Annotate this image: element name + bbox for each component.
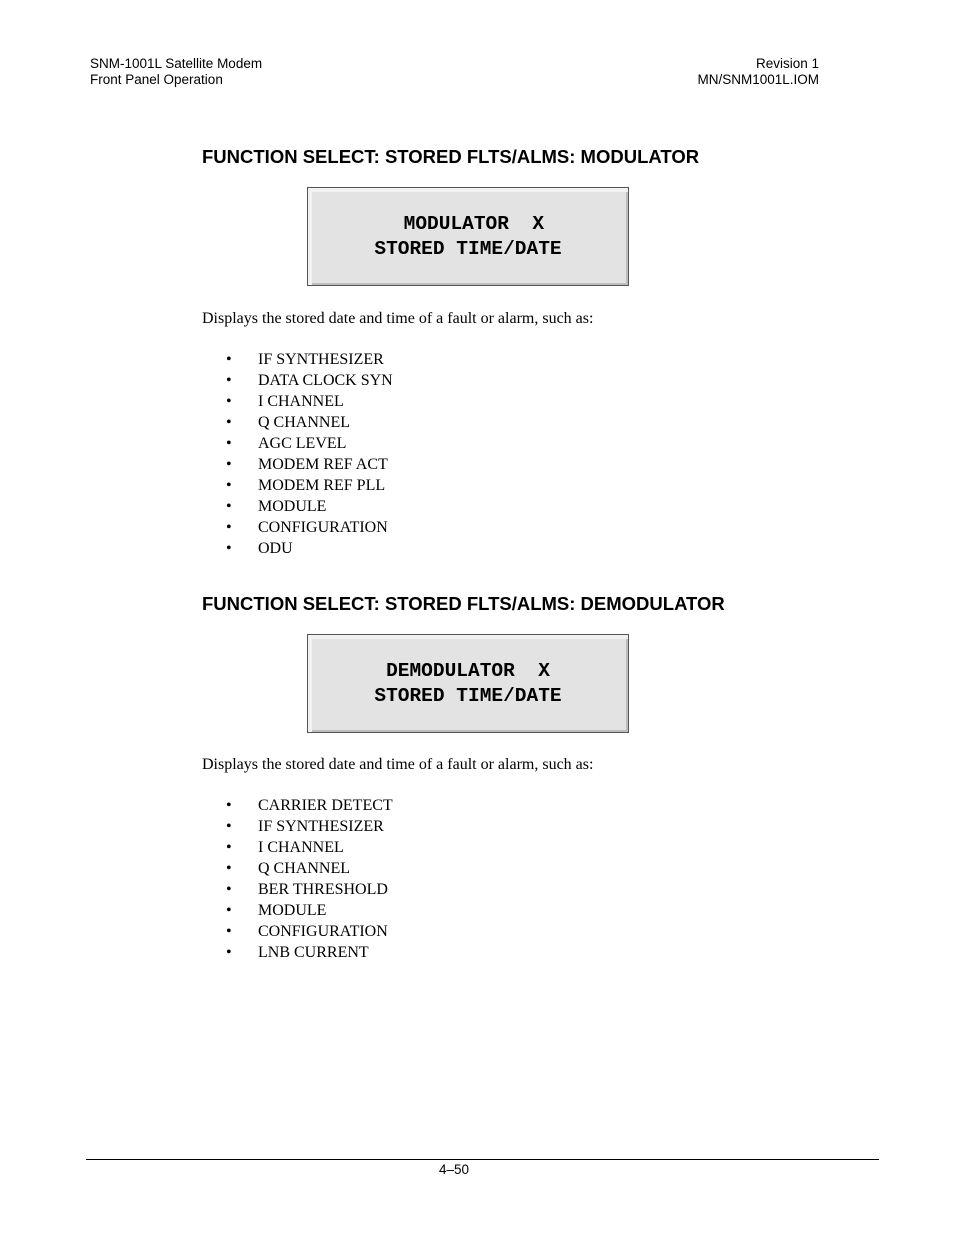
list-item-text: DATA CLOCK SYN [258, 372, 393, 389]
demodulator-description: Displays the stored date and time of a fault or alarm, such as: [202, 756, 594, 773]
bullet-icon: • [226, 860, 232, 877]
bullet-icon: • [226, 797, 232, 814]
bullet-icon: • [226, 351, 232, 368]
header-revision: Revision 1 [755, 56, 819, 71]
modulator-fault-list [226, 349, 393, 559]
demodulator-section-title: FUNCTION SELECT: STORED FLTS/ALMS: DEMODULATOR [202, 593, 725, 614]
bullet-icon: • [226, 839, 232, 856]
list-item-text: MODULE [258, 498, 327, 515]
list-item [226, 391, 393, 412]
demodulator-lcd-line-1: DEMODULATOR X [386, 660, 550, 682]
demodulator-lcd-line-2: STORED TIME/DATE [374, 685, 562, 707]
list-item-text: MODEM REF ACT [258, 456, 388, 473]
bullet-icon: • [226, 881, 232, 898]
header-right [697, 56, 819, 88]
list-item-text: CONFIGURATION [258, 519, 388, 536]
list-item-text: BER THRESHOLD [258, 881, 388, 898]
list-item [226, 370, 393, 391]
list-item-text: I CHANNEL [258, 839, 344, 856]
header-doc-title: SNM-1001L Satellite Modem [90, 56, 263, 71]
list-item-text: I CHANNEL [258, 393, 344, 410]
footer-divider [86, 1159, 879, 1160]
bullet-icon: • [226, 414, 232, 431]
list-item [226, 349, 393, 370]
list-item-text: LNB CURRENT [258, 944, 369, 961]
list-item [226, 795, 393, 816]
list-item-text: ODU [258, 540, 293, 557]
bullet-icon: • [226, 477, 232, 494]
list-item [226, 433, 393, 454]
bullet-icon: • [226, 818, 232, 835]
list-item [226, 837, 393, 858]
list-item-text: Q CHANNEL [258, 860, 350, 877]
modulator-lcd-line-1: MODULATOR X [391, 213, 545, 235]
bullet-icon: • [226, 456, 232, 473]
header-doc-id: MN/SNM1001L.IOM [697, 72, 819, 87]
modulator-lcd-line-2: STORED TIME/DATE [374, 238, 562, 260]
page-number: 4–50 [438, 1162, 470, 1177]
list-item-text: CARRIER DETECT [258, 797, 393, 814]
modulator-description: Displays the stored date and time of a fault or alarm, such as: [202, 310, 594, 327]
list-item-text: CONFIGURATION [258, 923, 388, 940]
bullet-icon: • [226, 923, 232, 940]
list-item [226, 454, 393, 475]
list-item [226, 475, 393, 496]
modulator-lcd-display [307, 187, 629, 286]
list-item [226, 517, 393, 538]
header-left [90, 56, 262, 88]
list-item [226, 921, 393, 942]
demodulator-lcd-display [307, 634, 629, 733]
list-item-text: MODEM REF PLL [258, 477, 386, 494]
list-item [226, 858, 393, 879]
bullet-icon: • [226, 944, 232, 961]
bullet-icon: • [226, 435, 232, 452]
modulator-section-title: FUNCTION SELECT: STORED FLTS/ALMS: MODULATOR [202, 146, 700, 167]
bullet-icon: • [226, 393, 232, 410]
list-item-text: Q CHANNEL [258, 414, 350, 431]
demodulator-fault-list [226, 795, 393, 963]
list-item [226, 900, 393, 921]
header-section: Front Panel Operation [90, 72, 223, 87]
list-item [226, 816, 393, 837]
list-item-text: IF SYNTHESIZER [258, 818, 384, 835]
bullet-icon: • [226, 372, 232, 389]
list-item [226, 538, 393, 559]
list-item-text: IF SYNTHESIZER [258, 351, 384, 368]
bullet-icon: • [226, 902, 232, 919]
list-item-text: MODULE [258, 902, 327, 919]
list-item [226, 942, 393, 963]
bullet-icon: • [226, 498, 232, 515]
bullet-icon: • [226, 540, 232, 557]
list-item [226, 496, 393, 517]
list-item [226, 879, 393, 900]
bullet-icon: • [226, 519, 232, 536]
list-item-text: AGC LEVEL [258, 435, 347, 452]
list-item [226, 412, 393, 433]
